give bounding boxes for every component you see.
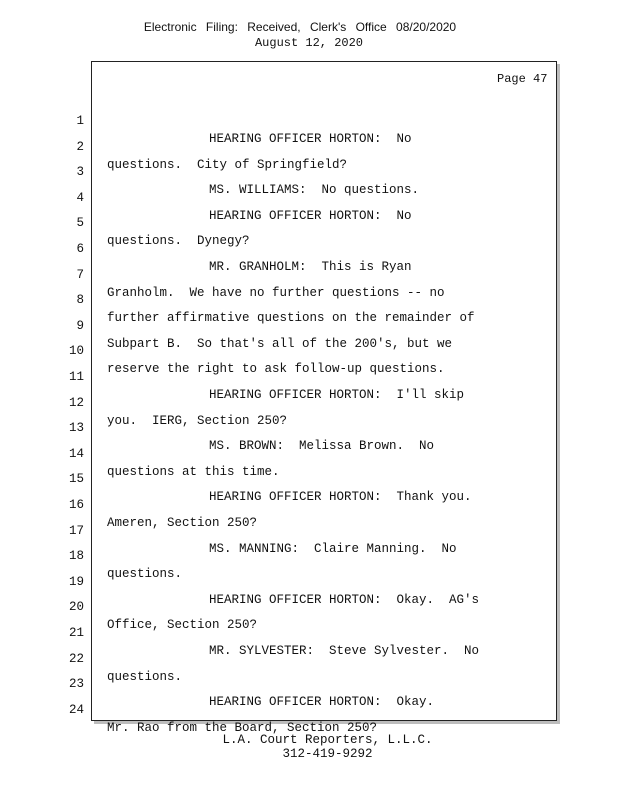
line-number: 11 [68,370,84,384]
filing-stamp: Electronic Filing: Received, Clerk's Office 08/20/2020 [143,20,457,34]
line-number: 7 [76,268,84,282]
page-number: Page 47 [497,72,548,86]
line-text: HEARING OFFICER HORTON: Okay. [209,695,435,709]
transcript-line [0,94,600,146]
line-text: questions. [107,670,183,684]
line-text: HEARING OFFICER HORTON: No [209,209,412,223]
line-text: further affirmative questions on the remainder of [107,311,475,325]
line-text: questions at this time. [107,465,280,479]
line-text: you. IERG, Section 250? [107,414,288,428]
line-number: 10 [68,344,84,358]
line-number: 16 [68,498,84,512]
line-text: Granholm. We have no further questions -- no [107,286,445,300]
line-text: MS. WILLIAMS: No questions. [209,183,420,197]
line-text: Ameren, Section 250? [107,516,258,530]
line-number: 13 [68,421,84,435]
line-text: MS. MANNING: Claire Manning. No [209,542,457,556]
line-text: Mr. Rao from the Board, Section 250? [107,721,378,735]
line-number: 3 [76,165,84,179]
line-number: 22 [68,652,84,666]
transcript-date: August 12, 2020 [254,36,364,50]
line-text: Subpart B. So that's all of the 200's, but we [107,337,453,351]
line-number: 14 [68,447,84,461]
line-number: 2 [76,140,84,154]
line-number: 15 [68,472,84,486]
line-number: 1 [76,114,84,128]
line-number: 24 [68,703,84,717]
line-number: 12 [68,396,84,410]
line-text: questions. Dynegy? [107,234,250,248]
line-text: Office, Section 250? [107,618,258,632]
line-number: 17 [68,524,84,538]
line-text: HEARING OFFICER HORTON: No [209,132,412,146]
footer-phone: 312-419-9292 [282,747,373,761]
line-number: 23 [68,677,84,691]
line-text: questions. [107,567,183,581]
line-number: 8 [76,293,84,307]
line-number: 21 [68,626,84,640]
line-text: MR. SYLVESTER: Steve Sylvester. No [209,644,480,658]
line-number: 5 [76,216,84,230]
line-text: questions. City of Springfield? [107,158,348,172]
line-text: reserve the right to ask follow-up questions. [107,362,445,376]
line-number: 19 [68,575,84,589]
line-number: 20 [68,600,84,614]
line-text: HEARING OFFICER HORTON: Okay. AG's [209,593,480,607]
line-number: 4 [76,191,84,205]
footer-company: L.A. Court Reporters, L.L.C. [222,733,433,747]
line-number: 6 [76,242,84,256]
line-text: MR. GRANHOLM: This is Ryan [209,260,412,274]
line-number: 18 [68,549,84,563]
line-number: 9 [76,319,84,333]
line-text: MS. BROWN: Melissa Brown. No [209,439,435,453]
line-text: HEARING OFFICER HORTON: Thank you. [209,490,472,504]
line-text: HEARING OFFICER HORTON: I'll skip [209,388,465,402]
